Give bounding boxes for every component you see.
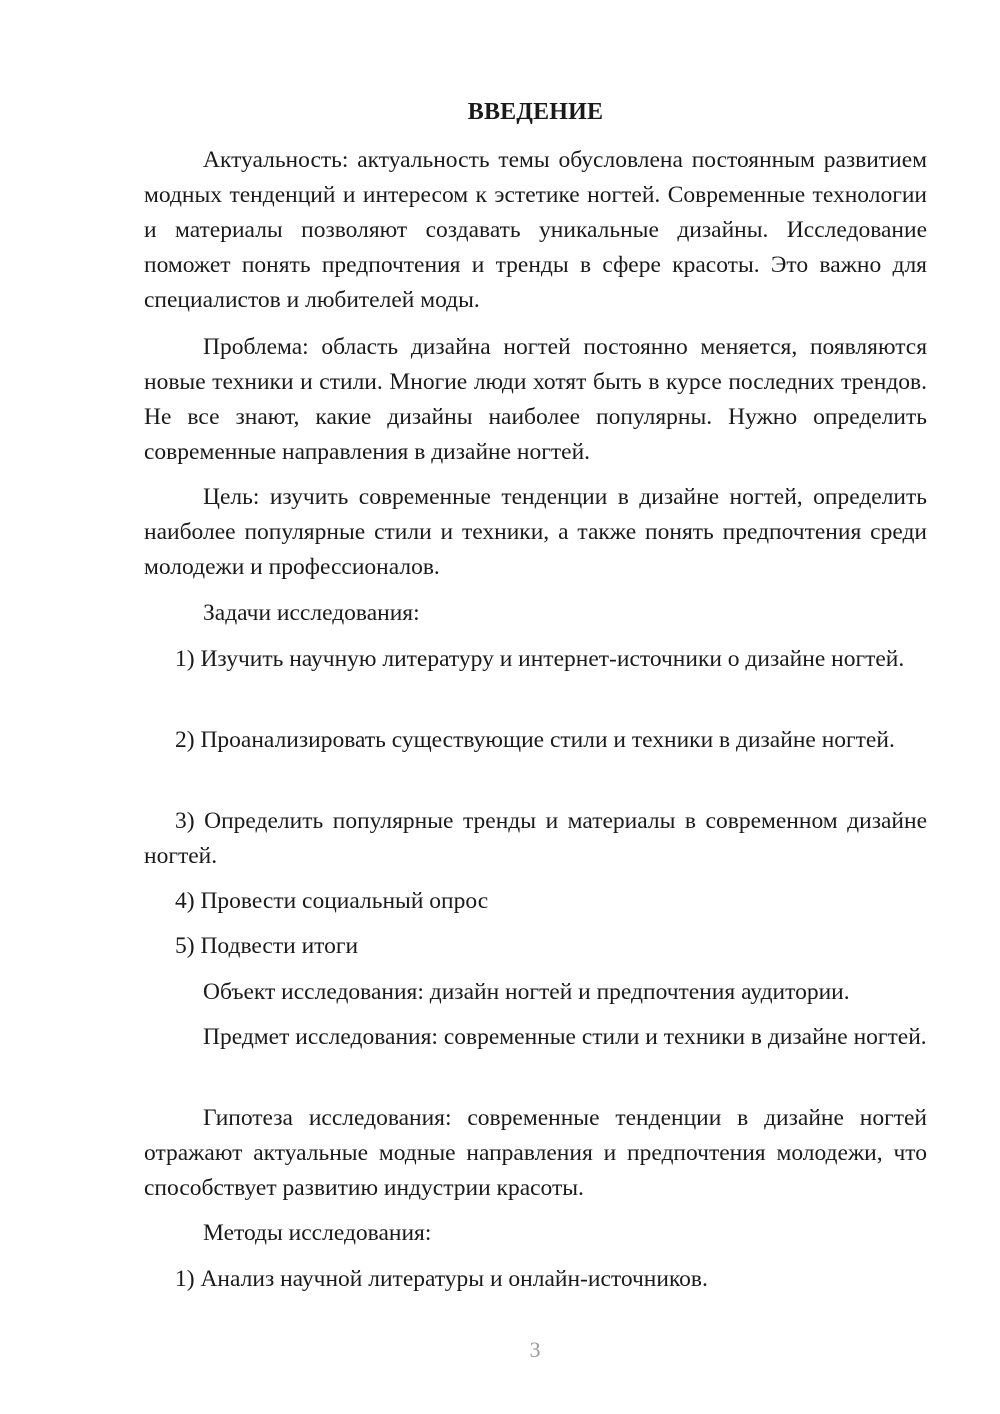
page-number: 3 — [529, 1337, 541, 1362]
list-item-method-1: 1) Анализ научной литературы и онлайн-источников. — [175, 1266, 708, 1292]
paragraph-problem: Проблема: область дизайна ногтей постоянно меняется, появляются новые техники и стили. Многие люди хотят быть в курсе последних трендов. Не все знают, какие дизайны наиболее популярны. Нужно определить современные направления в дизайне ногтей. — [144, 334, 927, 465]
list-item-task-5: 5) Подвести итоги — [175, 933, 359, 959]
paragraph-goal: Цель: изучить современные тенденции в дизайне ногтей, определить наиболее популярные стили и техники, а также понять предпочтения среди молодежи и профессионалов. — [144, 484, 927, 580]
paragraph-tasks-heading: Задачи исследования: — [203, 600, 420, 626]
paragraph-subject: Предмет исследования: современные стили и техники в дизайне ногтей. — [203, 1024, 927, 1050]
list-item-task-3: 3) Определить популярные тренды и материалы в современном дизайне ногтей. — [144, 808, 927, 869]
paragraph-relevance: Актуальность: актуальность темы обусловлена постоянным развитием модных тенденций и интересом к эстетике ногтей. Современные технологии и материалы позволяют создавать уникальные дизайны. Исследование поможет понять предпочтения и тренды в сфере красоты. Это важно для специалистов и любителей моды. — [144, 147, 927, 313]
page-title: ВВЕДЕНИЕ — [467, 99, 604, 125]
list-item-task-4: 4) Провести социальный опрос — [175, 888, 489, 914]
paragraph-object: Объект исследования: дизайн ногтей и предпочтения аудитории. — [203, 979, 850, 1005]
list-item-task-2: 2) Проанализировать существующие стили и техники в дизайне ногтей. — [175, 727, 895, 753]
list-item-task-1: 1) Изучить научную литературу и интернет-источники о дизайне ногтей. — [175, 646, 905, 672]
paragraph-hypothesis: Гипотеза исследования: современные тенденции в дизайне ногтей отражают актуальные модные направления и предпочтения молодежи, что способствует развитию индустрии красоты. — [144, 1105, 927, 1201]
paragraph-methods-heading: Методы исследования: — [203, 1220, 432, 1246]
